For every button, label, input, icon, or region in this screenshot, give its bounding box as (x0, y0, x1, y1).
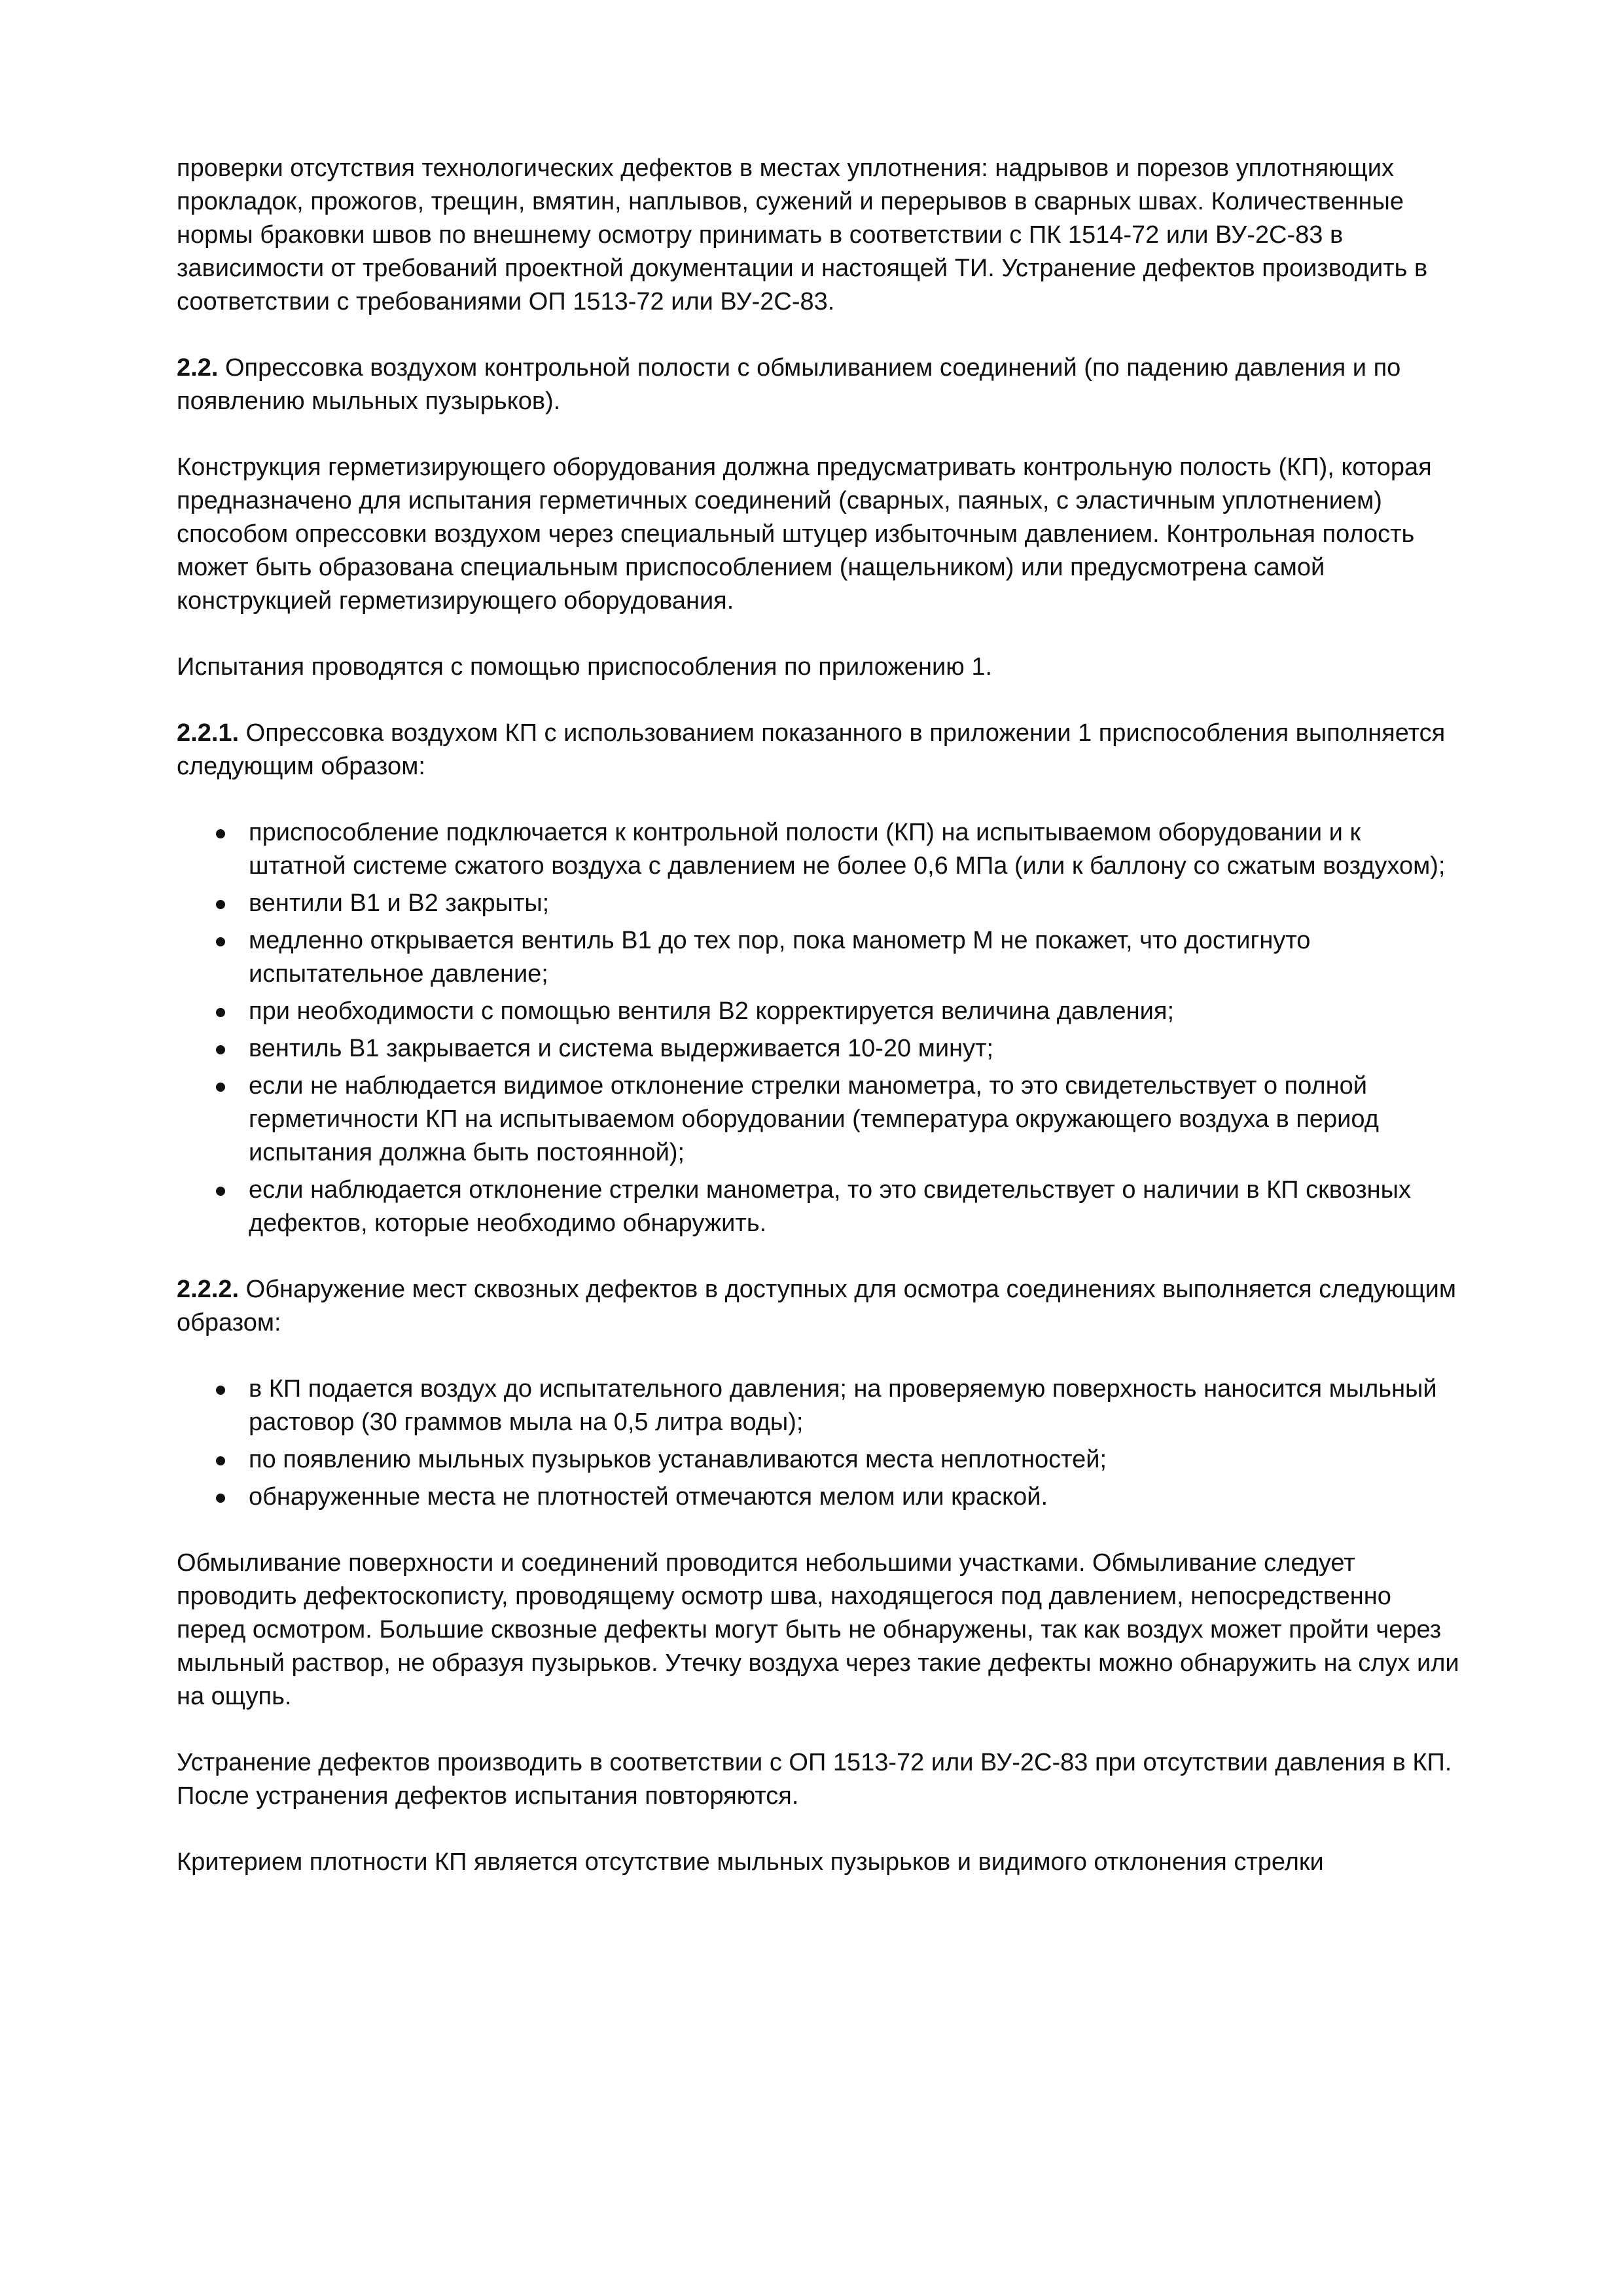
bullet-icon (216, 829, 225, 838)
section-2-2-1 (177, 717, 1459, 783)
bullet-icon (216, 1083, 225, 1092)
list-item: по появлению мыльных пузырьков устанавливаются места неплотностей; (177, 1443, 1459, 1477)
list-item: приспособление подключается к контрольной полости (КП) на испытываемом оборудовании и к штатной системе сжатого воздуха с давлением не более 0,6 МПа (или к баллону со сжатым воздухом); (177, 816, 1459, 883)
section-2-2-2 (177, 1273, 1459, 1340)
paragraph-defect-fix: Устранение дефектов производить в соответствии с ОП 1513-72 или ВУ-2С-83 при отсутствии давления в КП. После устранения дефектов испытания повторяются. (177, 1749, 1452, 1810)
section-2-2 (177, 351, 1459, 418)
bullet-icon (216, 937, 225, 946)
paragraph-defect-check: проверки отсутствия технологических дефектов в местах уплотнения: надрывов и порезов уплотняющих прокладок, прожогов, трещин, вмятин, наплывов, сужений и перерывов в сварных швах. Количественные нормы браковки швов по внешнему осмотру принимать в соответствии с ПК 1514-72 или ВУ-2С-83 в зависимости от требований проектной документации и настоящей ТИ. Устранение дефектов производить в соответствии с требованиями ОП 1513-72 или ВУ-2С-83. (177, 154, 1428, 315)
bullet-icon (216, 1494, 225, 1503)
section-text: Обнаружение мест сквозных дефектов в доступных для осмотра соединениях выполняется следующим образом: (177, 1276, 1457, 1336)
bullet-icon (216, 1187, 225, 1196)
document-page (177, 152, 1459, 1912)
procedure-list-2-2-2 (177, 1372, 1459, 1514)
bullet-icon (216, 1456, 225, 1465)
paragraph-construction: Конструкция герметизирующего оборудования должна предусматривать контрольную полость (КП), которая предназначено для испытания герметичных соединений (сварных, паяных, с эластичным уплотнением) способом опрессовки воздухом через специальный штуцер избыточным давлением. Контрольная полость может быть образована специальным приспособлением (нащельником) или предусмотрена самой конструкцией герметизирующего оборудования. (177, 454, 1432, 615)
bullet-icon (216, 1045, 225, 1054)
section-number: 2.2. (177, 354, 219, 382)
list-item: вентили В1 и В2 закрыты; (177, 887, 1459, 920)
list-item: вентиль В1 закрывается и система выдерживается 10-20 минут; (177, 1032, 1459, 1066)
list-item: медленно открывается вентиль В1 до тех пор, пока манометр М не покажет, что достигнуто испытательное давление; (177, 924, 1459, 991)
bullet-icon (216, 1386, 225, 1395)
section-number: 2.2.2. (177, 1276, 240, 1303)
list-item: в КП подается воздух до испытательного давления; на проверяемую поверхность наносится мыльный растовор (30 граммов мыла на 0,5 литра воды); (177, 1372, 1459, 1439)
section-number: 2.2.1. (177, 719, 240, 747)
list-item: если не наблюдается видимое отклонение стрелки манометра, то это свидетельствует о полной герметичности КП на испытываемом оборудовании (температура окружающего воздуха в период испытания должна быть постоянной); (177, 1069, 1459, 1170)
section-text: Опрессовка воздухом КП с использованием показанного в приложении 1 приспособления выполняется следующим образом: (177, 719, 1446, 780)
list-item: если наблюдается отклонение стрелки манометра, то это свидетельствует о наличии в КП сквозных дефектов, которые необходимо обнаружить. (177, 1174, 1459, 1240)
paragraph-soaping: Обмыливание поверхности и соединений проводится небольшими участками. Обмыливание следует проводить дефектоскописту, проводящему осмотр шва, находящегося под давлением, непосредственно перед осмотром. Большие сквозные дефекты могут быть не обнаружены, так как воздух может пройти через мыльный раствор, не образуя пузырьков. Утечку воздуха через такие дефекты можно обнаружить на слух или на ощупь. (177, 1549, 1459, 1710)
bullet-icon (216, 900, 225, 909)
procedure-list-2-2-1 (177, 816, 1459, 1240)
section-text: Опрессовка воздухом контрольной полости с обмыливанием соединений (по падению давления и по появлению мыльных пузырьков). (177, 354, 1401, 415)
paragraph-tests: Испытания проводятся с помощью приспособления по приложению 1. (177, 653, 993, 681)
bullet-icon (216, 1008, 225, 1017)
paragraph-criterion: Критерием плотности КП является отсутствие мыльных пузырьков и видимого отклонения стрелки (177, 1848, 1324, 1876)
list-item: при необходимости с помощью вентиля В2 корректируется величина давления; (177, 995, 1459, 1028)
list-item: обнаруженные места не плотностей отмечаются мелом или краской. (177, 1480, 1459, 1514)
